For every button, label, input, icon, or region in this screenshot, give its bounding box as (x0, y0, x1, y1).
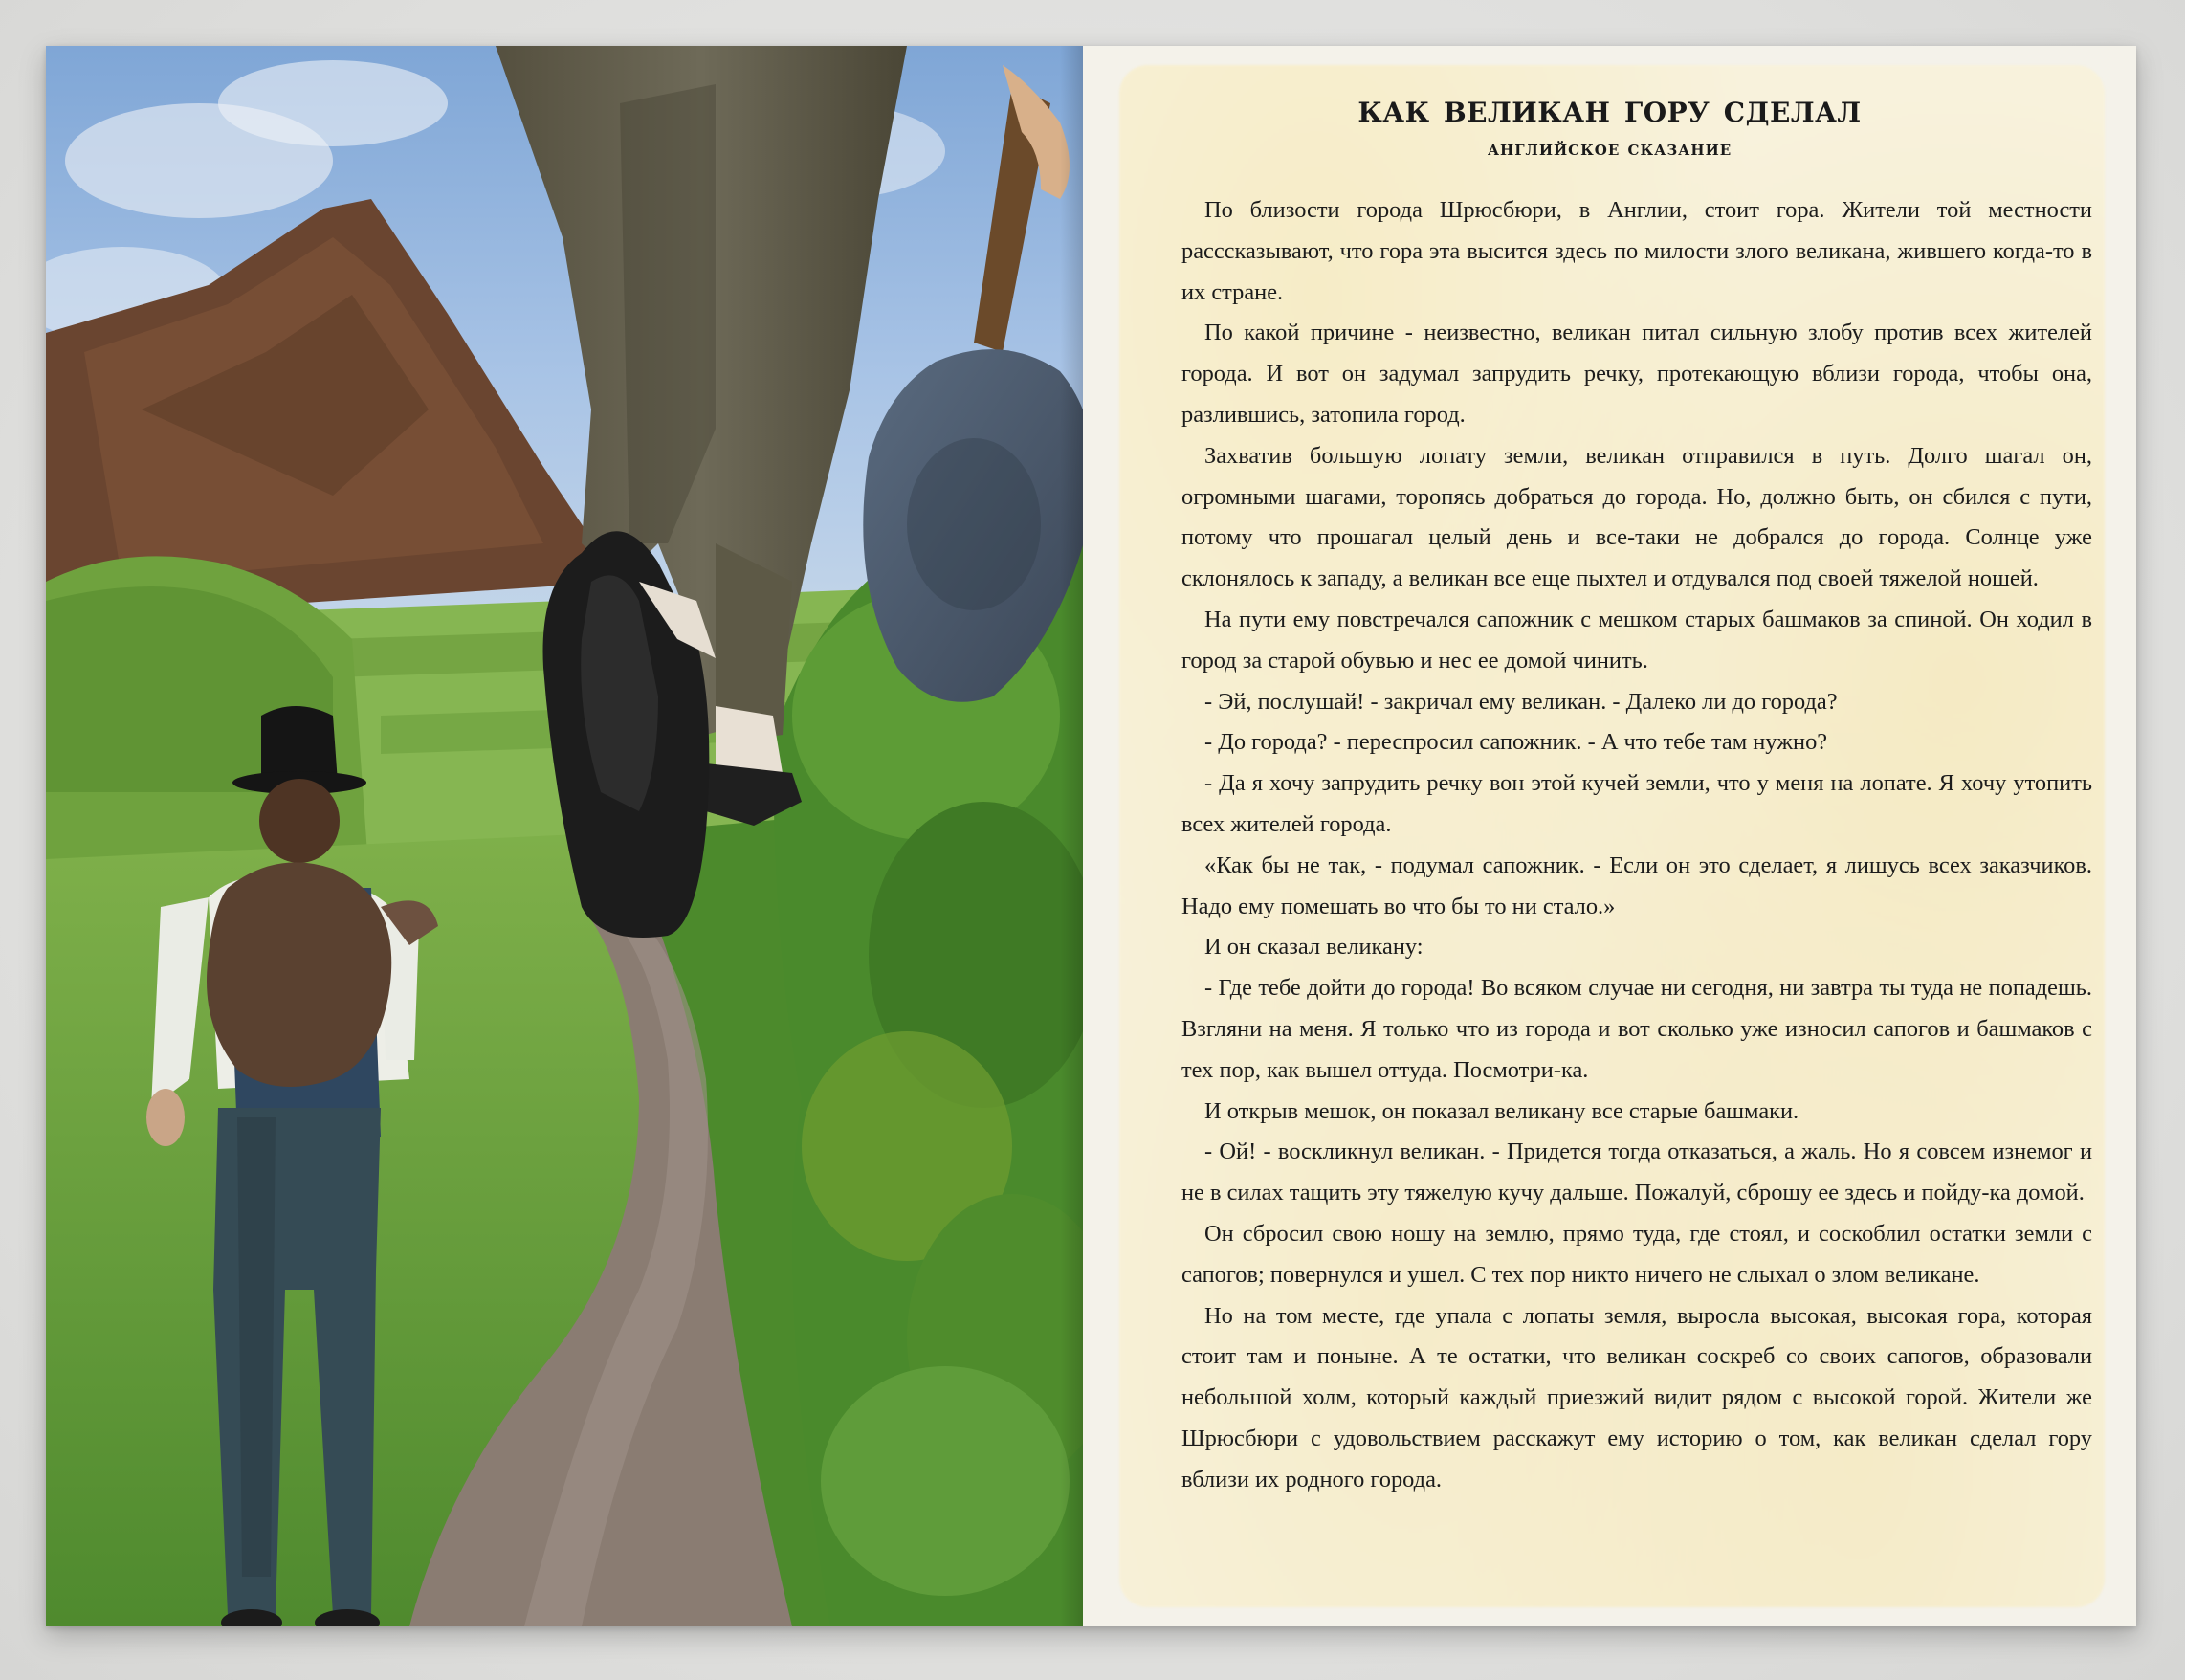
open-book (46, 46, 2136, 1626)
paragraph: И он сказал великану: (1204, 934, 1424, 961)
paragraph: - Эй, послушай! - закричал ему великан. - Далеко ли до города? (1204, 688, 1838, 715)
paragraph: - Где тебе дойти до города! Во всяком случае ни сегодня, ни завтра ты туда не попадешь. Взгляни на меня. Я только что из города и вот сколько уже износил сапогов и башмаков с тех пор, как вышел оттуда. Посмотри-ка. (1181, 975, 2092, 1083)
story-text (1181, 190, 2092, 1501)
paragraph: Но на том месте, где упала с лопаты земля, выросла высокая, высокая гора, которая стоит там и поныне. А те остатки, что великан соскреб со своих сапогов, образовали небольшой холм, который каждый приезжий видит рядом с высокой горой. Жители же Шрюсбюри с удовольствием расскажут ему историю о том, как великан сделал гору вблизи их родного города. (1181, 1302, 2092, 1492)
paragraph: - Да я хочу запрудить речку вон этой кучей земли, что у меня на лопате. Я хочу утопить всех жителей города. (1181, 770, 2092, 837)
story-title: как великан гору сделал (1357, 86, 1862, 131)
paragraph: «Как бы не так, - подумал сапожник. - Если он это сделает, я лишусь всех заказчиков. Надо ему помешать во что бы то ни стало.» (1181, 851, 2092, 919)
paragraph: По какой причине - неизвестно, великан питал сильную злобу против всех жителей города. И вот он задумал запрудить речку, протекающую вблизи города, чтобы она, разлившись, затопила город. (1181, 320, 2092, 428)
illustration-page (46, 46, 1083, 1626)
paragraph: - Ой! - воскликнул великан. - Придется тогда отказаться, а жаль. Но я совсем изнемог и не в силах тащить эту тяжелую кучу дальше. Пожалуй, сброшу ее здесь и пойду-ка домой. (1181, 1138, 2092, 1206)
paragraph: - До города? - переспросил сапожник. - А что тебе там нужно? (1204, 729, 1828, 756)
paragraph: На пути ему повстречался сапожник с мешком старых башмаков за спиной. Он ходил в город за старой обувью и нес ее домой чинить. (1181, 606, 2092, 674)
story-illustration (46, 46, 1083, 1626)
paragraph: Он сбросил свою ношу на землю, прямо туда, где стоял, и соскоблил остатки земли с сапогов; повернулся и ушел. С тех пор никто ничего не слыхал о злом великане. (1181, 1220, 2092, 1288)
paragraph: По близости города Шрюсбюри, в Англии, стоит гора. Жители той местности рассcказывают, что гора эта высится здесь по милости злого великана, жившего когда-то в их стране. (1181, 197, 2092, 305)
paragraph: И открыв мешок, он показал великану все старые башмаки. (1204, 1097, 1799, 1124)
paragraph: Захватив большую лопату земли, великан отправился в путь. Долго шагал он, огромными шагами, торопясь добраться до города. Но, должно быть, он сбился с пути, потому что прошагал целый день и все-таки не добрался до города. Солнце уже склонялось к западу, а великан все еще пыхтел и отдувался под своей тяжелой ношей. (1181, 442, 2092, 592)
text-page (1083, 46, 2136, 1626)
story-subtitle: английское сказание (1487, 136, 1733, 160)
